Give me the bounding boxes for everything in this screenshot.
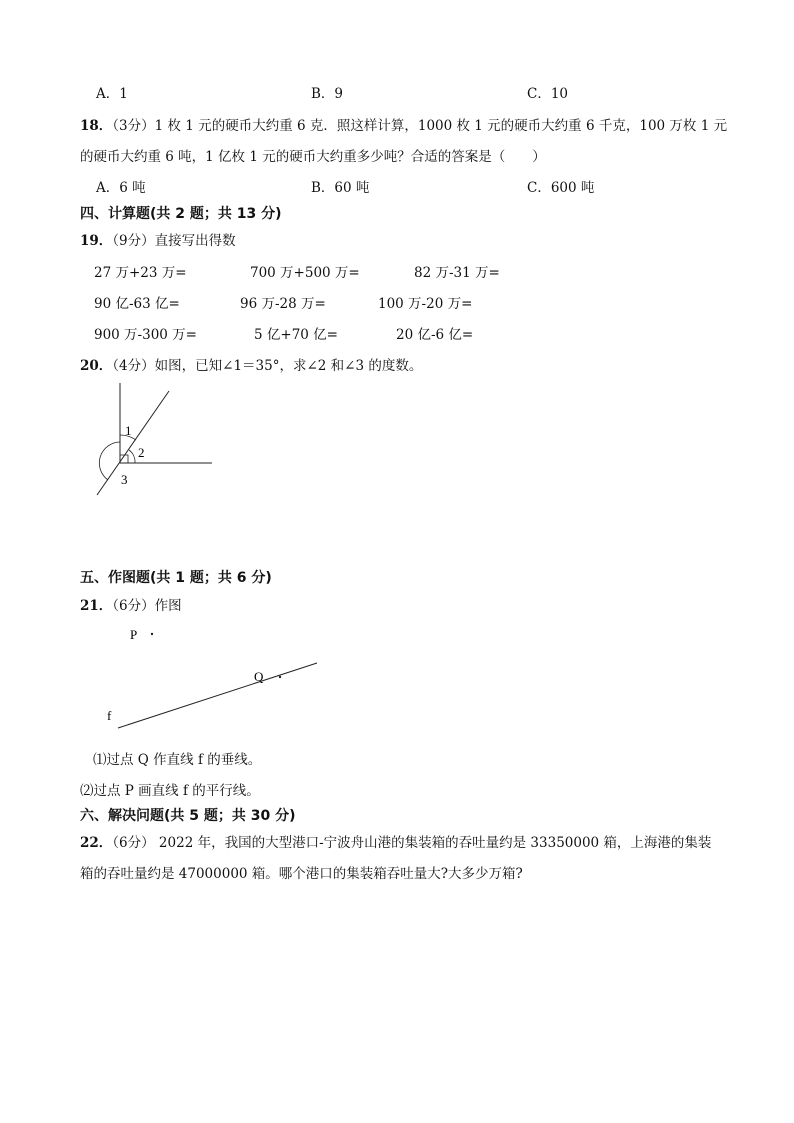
- q18-line2: 的硬币大约重 6 吨，1 亿枚 1 元的硬币大约重多少吨？合适的答案是（ ）: [80, 149, 546, 165]
- q22-number: 22．: [80, 835, 113, 851]
- q19-item: 27 万+23 万=: [94, 265, 187, 281]
- angle-label-1: 1: [125, 423, 132, 438]
- point-p: [151, 633, 153, 635]
- q18-text-1: 1 枚 1 元的硬币大约重 6 克．照这样计算，1000 枚 1 元的硬币大约重 6 千克，100 万枚 1 元: [154, 118, 728, 134]
- q22-line2: 箱的吞吐量约是 47000000 箱。哪个港口的集装箱吞吐量大?大多少万箱?: [80, 866, 523, 882]
- line-f-label: f: [107, 708, 112, 723]
- q21-prompt: [80, 594, 182, 614]
- q21-sub-1: ⑴过点 Q 作直线 f 的垂线。: [93, 752, 262, 768]
- point-q-label: Q: [254, 669, 264, 684]
- q19-prompt: [80, 229, 236, 249]
- q19-item: 90 亿-63 亿=: [94, 296, 180, 312]
- angle-2-arc: [129, 450, 135, 463]
- section-5-heading: 五、作图题(共 1 题；共 6 分): [80, 570, 272, 586]
- point-q: [279, 676, 281, 678]
- q20-prompt: [80, 354, 422, 374]
- q20-text: （4分）如图，已知∠1＝35°，求∠2 和∠3 的度数。: [112, 358, 423, 374]
- q19-item: 96 万-28 万=: [240, 296, 326, 312]
- q21-sub-2: ⑵过点 P 画直线 f 的平行线。: [80, 783, 260, 799]
- q17-option-b: B．9: [311, 86, 344, 102]
- q22-line1: [80, 831, 711, 851]
- q18-option-a: A．6 吨: [96, 180, 146, 196]
- section-6-heading: 六、解决问题(共 5 题；共 30 分): [80, 808, 296, 824]
- q18-score: （3分）: [112, 118, 155, 134]
- q17-option-c: C．10: [527, 86, 569, 102]
- angle-label-3: 3: [121, 472, 128, 487]
- q21-text: （6分）作图: [112, 598, 182, 614]
- q19-item: 900 万-300 万=: [94, 327, 197, 343]
- q21-number: 21．: [80, 598, 113, 614]
- q19-number: 19．: [80, 233, 113, 249]
- q19-item: 20 亿-6 亿=: [396, 327, 474, 343]
- q19-item: 5 亿+70 亿=: [254, 327, 338, 343]
- q19-item: 100 万-20 万=: [378, 296, 473, 312]
- q17-option-a: A．1: [96, 86, 128, 102]
- drawing-figure: [100, 622, 330, 734]
- angle-figure: [90, 380, 220, 500]
- point-p-label: P: [130, 627, 138, 642]
- q18-number: 18．: [80, 118, 113, 134]
- q20-number: 20．: [80, 358, 113, 374]
- q22-text-1: （6分） 2022 年，我国的大型港口-宁波舟山港的集装箱的吞吐量约是 33350000 箱，上海港的集装: [112, 835, 712, 851]
- q18-option-c: C．600 吨: [527, 180, 595, 196]
- q19-item: 82 万-31 万=: [414, 265, 500, 281]
- angle-3-arc: [99, 442, 120, 480]
- line-f: [118, 663, 317, 728]
- q19-item: 700 万+500 万=: [250, 265, 360, 281]
- section-4-heading: 四、计算题(共 2 题；共 13 分): [80, 206, 282, 222]
- q19-text: （9分）直接写出得数: [112, 233, 236, 249]
- q18-line1: [80, 114, 727, 134]
- angle-label-2: 2: [138, 445, 145, 460]
- q18-option-b: B．60 吨: [311, 180, 370, 196]
